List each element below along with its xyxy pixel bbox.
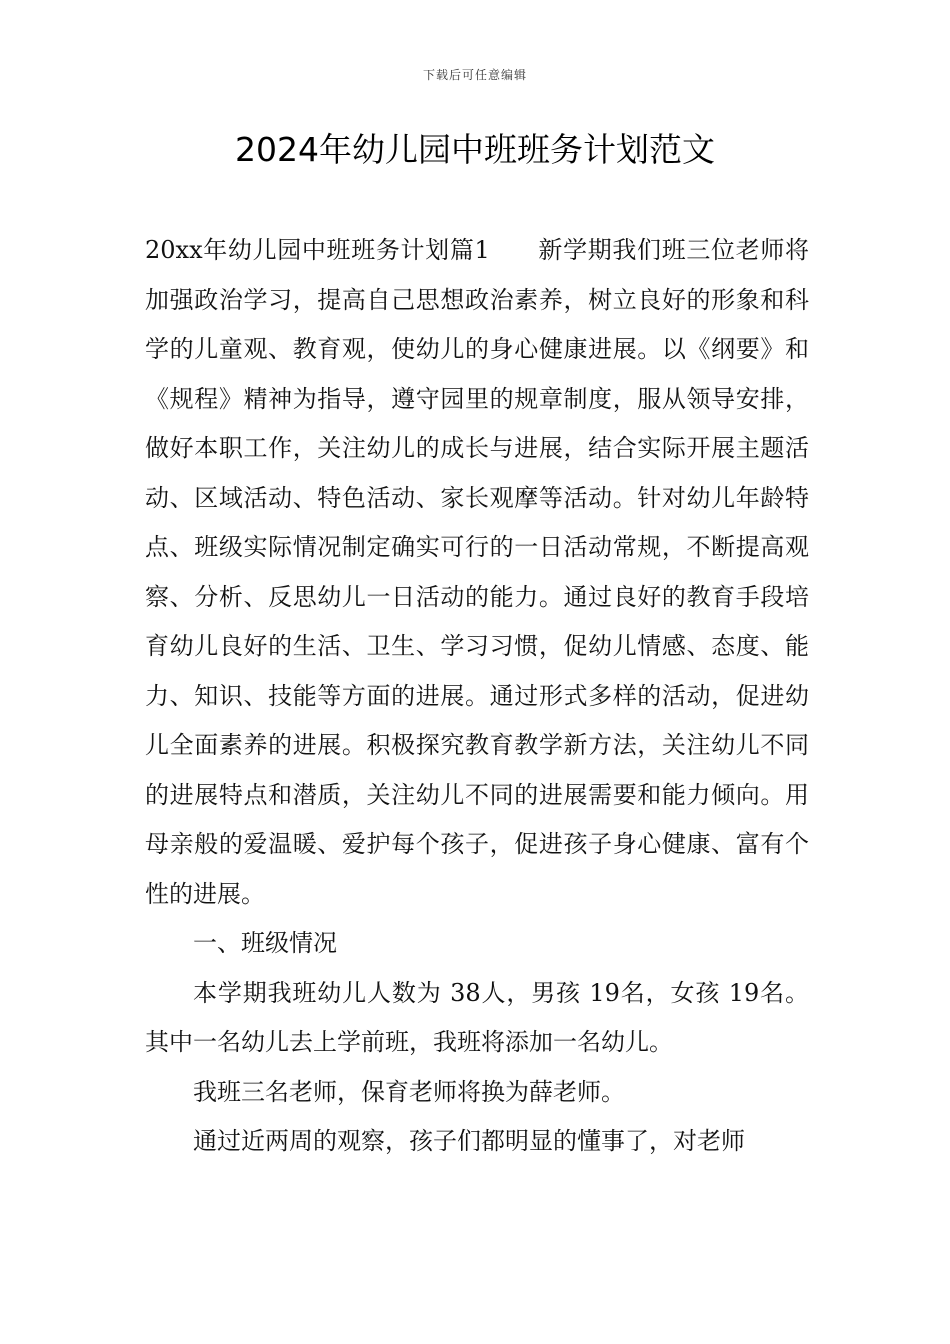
paragraph-class-size: 本学期我班幼儿人数为 38人，男孩 19名，女孩 19名。其中一名幼儿去上学前班，我班将添加一名幼儿。 xyxy=(145,978,809,1056)
intro-text: 新学期我们班三位老师将加强政治学习，提高自己思想政治素养，树立良好的形象和科学的儿童观、教育观，使幼儿的身心健康进展。以《纲要》和《规程》精神为指导，遵守园里的规章制度，服从领导安排，做好本职工作，关注幼儿的成长与进展，结合实际开展主题活动、区域活动、特色活动、家长观摩等活动。针对幼儿年龄特点、班级实际情况制定确实可行的一日活动常规，不断提高观察、分析、反思幼儿一日活动的能力。通过良好的教育手段培育幼儿良好的生活、卫生、学习习惯，促幼儿情感、态度、能力、知识、技能等方面的进展。通过形式多样的活动，促进幼儿全面素养的进展。积极探究教育教学新方法，关注幼儿不同的进展特点和潜质，关注幼儿不同的进展需要和能力倾向。用母亲般的爱温暖、爱护每个孩子，促进孩子身心健康、富有个性的进展。 xyxy=(145,236,809,908)
intro-paragraph xyxy=(145,226,809,919)
paragraph-teachers: 我班三名老师，保育老师将换为薛老师。 xyxy=(193,1077,625,1106)
paragraph-observation: 通过近两周的观察，孩子们都明显的懂事了，对老师 xyxy=(193,1127,745,1155)
document-body xyxy=(145,226,809,1167)
document-title: 2024年幼儿园中班班务计划范文 xyxy=(235,130,715,169)
section-heading-class-situation: 一、班级情况 xyxy=(193,929,337,957)
header-note: 下载后可任意编辑 xyxy=(422,68,527,82)
intro-heading: 20xx年幼儿园中班班务计划篇1 xyxy=(145,236,490,264)
